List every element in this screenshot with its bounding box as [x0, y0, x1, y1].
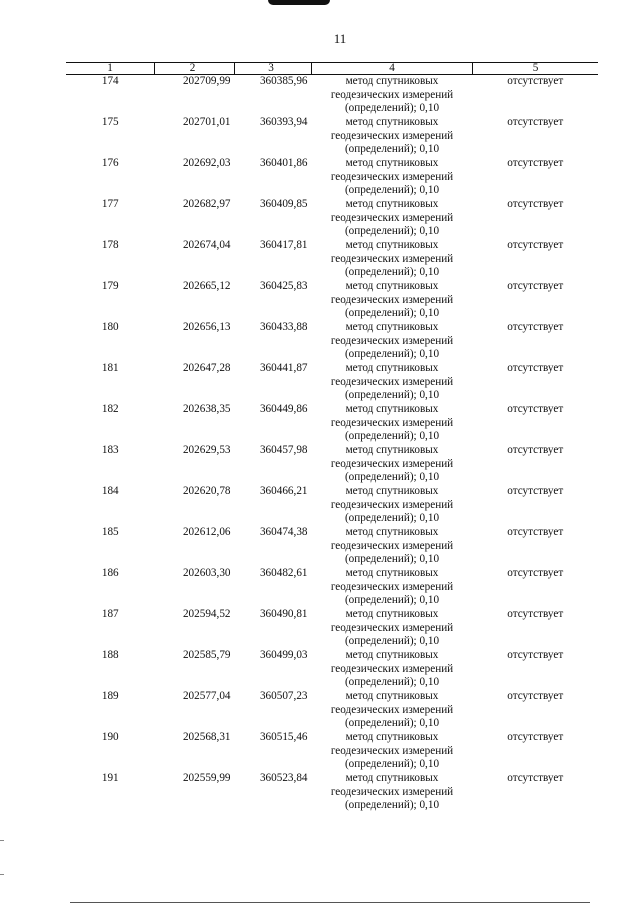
coordinate-x: 202620,78 [182, 485, 231, 497]
column-header-4: 4 [312, 63, 473, 75]
point-description: отсутствует [507, 239, 564, 251]
method-line: метод спутниковых [345, 157, 439, 169]
method-line: (определений); 0,10 [344, 553, 440, 566]
point-description: отсутствует [507, 198, 564, 210]
method-line: (определений); 0,10 [344, 184, 440, 197]
method-cell [312, 608, 473, 649]
point-number: 184 [101, 485, 119, 497]
column-header-3: 3 [235, 63, 312, 75]
method-line: метод спутниковых [345, 280, 439, 292]
method-line: метод спутниковых [345, 75, 439, 87]
column-header-5: 5 [473, 63, 599, 75]
method-line: метод спутниковых [345, 649, 439, 661]
point-description: отсутствует [507, 321, 564, 333]
method-cell [312, 116, 473, 157]
method-line: метод спутниковых [345, 772, 439, 784]
method-line: геодезических измерений [330, 580, 454, 593]
coordinate-x: 202577,04 [182, 690, 231, 702]
point-number: 187 [101, 608, 119, 620]
point-description: отсутствует [507, 690, 564, 702]
table-row [66, 321, 598, 362]
method-line: метод спутниковых [345, 239, 439, 251]
coordinate-x: 202559,99 [182, 772, 231, 784]
point-number: 185 [101, 526, 119, 538]
coordinate-x: 202629,53 [182, 444, 231, 456]
point-description: отсутствует [507, 772, 564, 784]
method-cell [312, 198, 473, 239]
method-line: геодезических измерений [330, 252, 454, 265]
method-cell [312, 649, 473, 690]
method-cell [312, 567, 473, 608]
method-line: (определений); 0,10 [344, 799, 440, 812]
edge-mark [0, 840, 4, 841]
edge-mark [0, 874, 4, 875]
method-line: метод спутниковых [345, 690, 439, 702]
coordinate-x: 202682,97 [182, 198, 231, 210]
table-row [66, 198, 598, 239]
coordinate-x: 202709,99 [182, 75, 231, 87]
method-line: геодезических измерений [330, 211, 454, 224]
method-line: (определений); 0,10 [344, 512, 440, 525]
method-line: метод спутниковых [345, 731, 439, 743]
table-row [66, 116, 598, 157]
method-cell [312, 772, 473, 813]
coordinate-y: 360385,96 [259, 75, 308, 87]
point-description: отсутствует [507, 362, 564, 374]
coordinate-x: 202603,30 [182, 567, 231, 579]
table-row [66, 526, 598, 567]
point-description: отсутствует [507, 280, 564, 292]
method-line: метод спутниковых [345, 198, 439, 210]
method-cell [312, 731, 473, 772]
point-number: 178 [101, 239, 119, 251]
table-row [66, 649, 598, 690]
method-line: (определений); 0,10 [344, 430, 440, 443]
point-description: отсутствует [507, 567, 564, 579]
point-number: 190 [101, 731, 119, 743]
point-number: 176 [101, 157, 119, 169]
method-cell [312, 157, 473, 198]
table-row [66, 731, 598, 772]
coordinate-x: 202585,79 [182, 649, 231, 661]
point-description: отсутствует [507, 116, 564, 128]
point-description: отсутствует [507, 649, 564, 661]
coordinate-y: 360417,81 [259, 239, 308, 251]
method-line: (определений); 0,10 [344, 225, 440, 238]
method-line: геодезических измерений [330, 539, 454, 552]
coordinate-y: 360409,85 [259, 198, 308, 210]
coordinate-y: 360433,88 [259, 321, 308, 333]
method-line: (определений); 0,10 [344, 348, 440, 361]
coordinate-y: 360482,61 [259, 567, 308, 579]
table-row [66, 444, 598, 485]
method-cell [312, 280, 473, 321]
table-row [66, 157, 598, 198]
method-line: метод спутниковых [345, 403, 439, 415]
table-body [66, 75, 598, 814]
table-row [66, 362, 598, 403]
table-header-row [66, 63, 598, 75]
table-row [66, 567, 598, 608]
coordinate-y: 360490,81 [259, 608, 308, 620]
method-line: геодезических измерений [330, 416, 454, 429]
coordinate-x: 202701,01 [182, 116, 231, 128]
method-line: геодезических измерений [330, 88, 454, 101]
method-cell [312, 403, 473, 444]
table-row [66, 608, 598, 649]
method-line: геодезических измерений [330, 334, 454, 347]
method-line: (определений); 0,10 [344, 307, 440, 320]
coordinate-y: 360457,98 [259, 444, 308, 456]
method-line: (определений); 0,10 [344, 102, 440, 115]
method-line: геодезических измерений [330, 703, 454, 716]
method-line: (определений); 0,10 [344, 758, 440, 771]
coordinate-y: 360523,84 [259, 772, 308, 784]
table-row [66, 690, 598, 731]
point-number: 180 [101, 321, 119, 333]
point-number: 177 [101, 198, 119, 210]
point-number: 175 [101, 116, 119, 128]
method-cell [312, 485, 473, 526]
method-line: (определений); 0,10 [344, 389, 440, 402]
point-number: 191 [101, 772, 119, 784]
method-line: геодезических измерений [330, 621, 454, 634]
coordinate-y: 360499,03 [259, 649, 308, 661]
method-line: геодезических измерений [330, 375, 454, 388]
point-number: 186 [101, 567, 119, 579]
coordinate-x: 202568,31 [182, 731, 231, 743]
point-description: отсутствует [507, 485, 564, 497]
bottom-rule [70, 902, 590, 903]
coordinate-x: 202647,28 [182, 362, 231, 374]
method-cell [312, 362, 473, 403]
point-description: отсутствует [507, 444, 564, 456]
coordinate-x: 202692,03 [182, 157, 231, 169]
method-line: метод спутниковых [345, 362, 439, 374]
point-description: отсутствует [507, 526, 564, 538]
coordinate-y: 360466,21 [259, 485, 308, 497]
method-line: (определений); 0,10 [344, 676, 440, 689]
method-line: геодезических измерений [330, 170, 454, 183]
method-line: геодезических измерений [330, 498, 454, 511]
coordinate-y: 360441,87 [259, 362, 308, 374]
binding-mark [268, 0, 330, 5]
coordinate-y: 360425,83 [259, 280, 308, 292]
table-row [66, 403, 598, 444]
column-header-1: 1 [66, 63, 155, 75]
method-cell [312, 690, 473, 731]
coordinate-y: 360515,46 [259, 731, 308, 743]
coordinate-x: 202612,06 [182, 526, 231, 538]
method-line: метод спутниковых [345, 444, 439, 456]
coordinate-y: 360401,86 [259, 157, 308, 169]
method-line: (определений); 0,10 [344, 471, 440, 484]
coordinate-y: 360474,38 [259, 526, 308, 538]
method-line: (определений); 0,10 [344, 635, 440, 648]
method-cell [312, 444, 473, 485]
point-description: отсутствует [507, 157, 564, 169]
point-number: 182 [101, 403, 119, 415]
coordinate-x: 202665,12 [182, 280, 231, 292]
method-line: метод спутниковых [345, 321, 439, 333]
method-line: геодезических измерений [330, 785, 454, 798]
coordinate-y: 360507,23 [259, 690, 308, 702]
method-line: метод спутниковых [345, 567, 439, 579]
method-line: геодезических измерений [330, 662, 454, 675]
coordinate-y: 360449,86 [259, 403, 308, 415]
point-description: отсутствует [507, 75, 564, 87]
coordinate-x: 202638,35 [182, 403, 231, 415]
table-row [66, 772, 598, 813]
table-row [66, 280, 598, 321]
method-cell [312, 239, 473, 280]
method-line: (определений); 0,10 [344, 143, 440, 156]
coordinate-x: 202656,13 [182, 321, 231, 333]
coordinates-table [66, 62, 598, 813]
method-line: геодезических измерений [330, 129, 454, 142]
coordinate-y: 360393,94 [259, 116, 308, 128]
method-line: геодезических измерений [330, 293, 454, 306]
page-number: 11 [333, 31, 347, 46]
point-number: 183 [101, 444, 119, 456]
method-line: метод спутниковых [345, 116, 439, 128]
method-line: (определений); 0,10 [344, 594, 440, 607]
method-cell [312, 526, 473, 567]
coordinate-x: 202594,52 [182, 608, 231, 620]
point-number: 174 [101, 75, 119, 87]
method-line: метод спутниковых [345, 485, 439, 497]
method-line: метод спутниковых [345, 608, 439, 620]
point-number: 189 [101, 690, 119, 702]
method-line: (определений); 0,10 [344, 717, 440, 730]
point-number: 179 [101, 280, 119, 292]
method-line: геодезических измерений [330, 744, 454, 757]
method-cell [312, 321, 473, 362]
coordinate-x: 202674,04 [182, 239, 231, 251]
table-row [66, 75, 598, 117]
point-description: отсутствует [507, 608, 564, 620]
method-line: (определений); 0,10 [344, 266, 440, 279]
column-header-2: 2 [155, 63, 235, 75]
method-line: метод спутниковых [345, 526, 439, 538]
point-description: отсутствует [507, 403, 564, 415]
table-row [66, 239, 598, 280]
point-number: 188 [101, 649, 119, 661]
table-row [66, 485, 598, 526]
point-description: отсутствует [507, 731, 564, 743]
method-line: геодезических измерений [330, 457, 454, 470]
method-cell [312, 75, 473, 117]
point-number: 181 [101, 362, 119, 374]
